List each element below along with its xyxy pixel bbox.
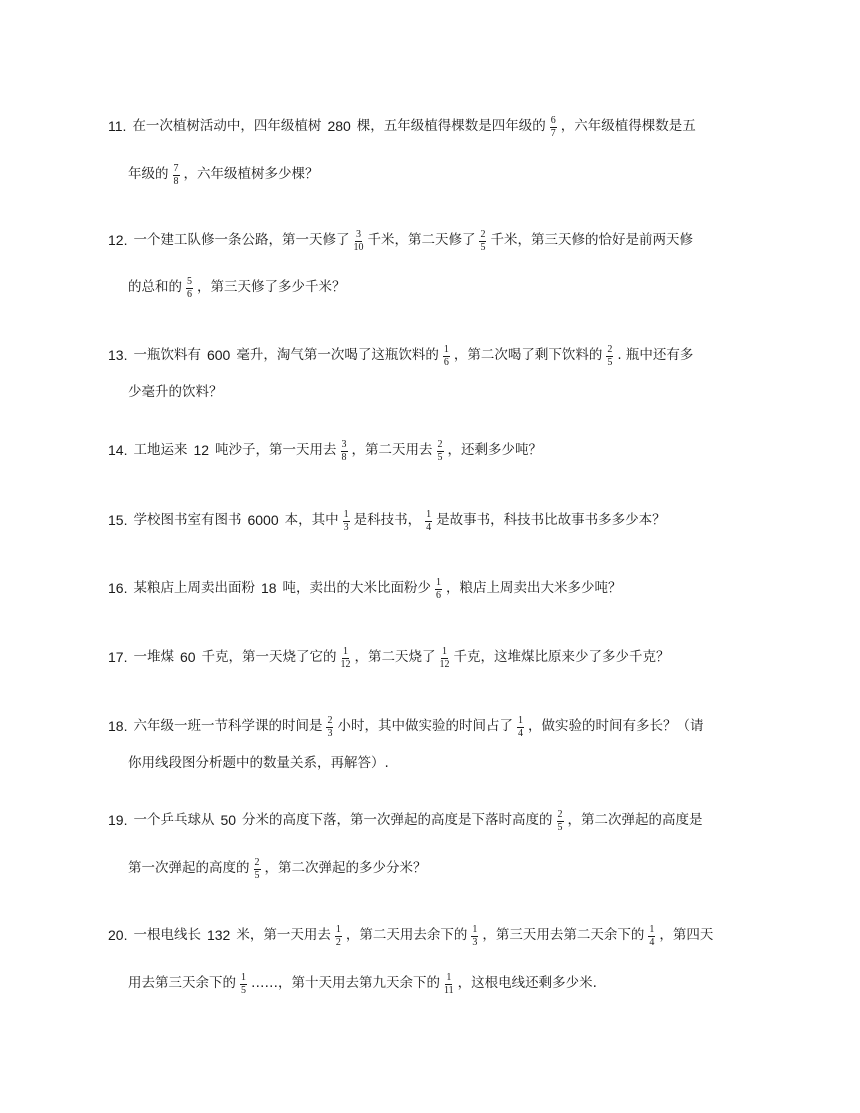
question-text: ，粮店上周卖出大米多少吨？	[446, 580, 622, 596]
question-text: 毫升，淘气第一次喝了这瓶饮料的	[236, 347, 439, 363]
fraction-denominator: 3	[343, 521, 349, 533]
number-value: 600	[206, 347, 231, 363]
question-line	[108, 714, 704, 739]
question-text: 学校图书室有图书	[133, 512, 242, 528]
fraction-denominator: 12	[439, 658, 450, 670]
question-line	[108, 508, 666, 533]
number-value: 60	[179, 649, 196, 665]
fraction-numerator: 3	[341, 438, 347, 450]
fraction	[479, 230, 486, 253]
number-value: 132	[206, 927, 231, 943]
fraction-numerator: 1	[426, 508, 432, 520]
fraction-numerator: 3	[355, 228, 361, 240]
number-value: 280	[327, 118, 351, 134]
question-text: 用去第三天余下的	[128, 975, 236, 991]
fraction-denominator: 6	[436, 589, 442, 601]
number-value: 6000	[247, 512, 279, 528]
question-text: 是科技书，	[353, 512, 422, 528]
fraction-denominator: 4	[649, 936, 655, 948]
fraction	[440, 647, 450, 670]
fraction	[557, 810, 564, 833]
question-text: ，第二天用去	[351, 442, 433, 458]
question-number: 13.	[108, 347, 128, 363]
question-line	[128, 856, 427, 881]
fraction-denominator: 10	[353, 241, 364, 253]
question-number: 20.	[108, 927, 128, 943]
question-text: 吨沙子，第一天用去	[215, 442, 337, 458]
number-value: 12	[193, 442, 210, 458]
fraction	[343, 510, 350, 533]
fraction	[341, 440, 348, 463]
fraction-denominator: 6	[187, 288, 192, 300]
fraction-numerator: 1	[335, 923, 341, 935]
question-text: 千米，第二天修了	[367, 232, 476, 248]
question-number: 16.	[108, 580, 128, 596]
question-number: 12.	[108, 232, 128, 248]
fraction	[341, 647, 351, 670]
question-text: 小时，其中做实验的时间占了	[337, 718, 513, 734]
question-text: . 瓶中还有多	[617, 347, 694, 363]
fraction-denominator: 4	[426, 521, 432, 533]
question-text: ……，第十天用去第九天余下的	[251, 975, 440, 991]
question-text: 少毫升的饮料？	[128, 384, 223, 400]
question-text: 第一次弹起的高度的	[128, 860, 250, 876]
fraction-numerator: 2	[327, 714, 333, 726]
fraction-numerator: 2	[557, 808, 563, 820]
question-text: 一个乒乓球从	[133, 812, 215, 828]
question-text: 工地运来	[133, 442, 188, 458]
question-line	[128, 275, 346, 300]
fraction	[353, 230, 363, 253]
fraction-denominator: 5	[437, 451, 443, 463]
fraction-numerator: 7	[173, 162, 179, 174]
fraction-denominator: 6	[443, 356, 449, 368]
question-text: 在一次植树活动中，四年级植树	[132, 118, 322, 134]
question-number: 17.	[108, 649, 128, 665]
fraction-denominator: 5	[241, 984, 246, 996]
fraction-denominator: 11	[444, 984, 454, 996]
question-line	[108, 808, 703, 833]
question-text: ，第二次弹起的高度是	[567, 812, 703, 828]
fraction-denominator: 4	[517, 727, 523, 739]
question-text: 米，第一天用去	[236, 927, 331, 943]
question-text: 六年级一班一节科学课的时间是	[133, 718, 323, 734]
fraction-denominator: 3	[472, 936, 478, 948]
fraction	[444, 973, 454, 996]
question-text: ，第二天用去余下的	[345, 927, 468, 943]
fraction-numerator: 2	[254, 856, 260, 868]
question-text: ，这根电线还剩多少米.	[457, 975, 597, 991]
question-line	[128, 971, 597, 996]
question-line	[128, 382, 223, 402]
question-line	[108, 343, 694, 368]
fraction-numerator: 5	[187, 275, 192, 287]
question-text: ，第二天烧了	[354, 649, 436, 665]
question-text: 一根电线长	[133, 927, 201, 943]
fraction-numerator: 1	[343, 508, 349, 520]
number-value: 50	[220, 812, 237, 828]
fraction-numerator: 1	[472, 923, 478, 935]
question-text: 本，其中	[284, 512, 339, 528]
fraction-numerator: 1	[649, 923, 655, 935]
question-text: 分米的高度下落，第一次弹起的高度是下落时高度的	[242, 812, 553, 828]
fraction-denominator: 5	[557, 821, 563, 833]
question-line	[108, 576, 622, 601]
question-text: ，第四天	[659, 927, 714, 943]
fraction-numerator: 1	[442, 645, 448, 657]
question-line	[108, 923, 714, 948]
fraction-numerator: 1	[517, 714, 523, 726]
question-text: 千克，这堆煤比原来少了多少千克？	[453, 649, 670, 665]
fraction	[648, 925, 655, 948]
question-text: 年级的	[128, 166, 169, 182]
question-text: 吨，卖出的大米比面粉少	[282, 580, 432, 596]
fraction	[517, 716, 524, 739]
question-text: ，做实验的时间有多长？（请	[527, 718, 704, 734]
question-text: 千克，第一天烧了它的	[201, 649, 337, 665]
fraction	[437, 440, 444, 463]
fraction-denominator: 12	[340, 658, 351, 670]
fraction	[550, 116, 557, 139]
fraction	[335, 925, 342, 948]
question-text: ，六年级植树多少棵？	[183, 166, 319, 182]
fraction	[471, 925, 478, 948]
question-text: 一堆煤	[133, 649, 174, 665]
fraction-denominator: 8	[341, 451, 347, 463]
question-text: 一瓶饮料有	[133, 347, 201, 363]
question-text: ，第三天修了多少千米？	[197, 279, 346, 295]
fraction	[606, 345, 613, 368]
fraction	[173, 164, 180, 187]
fraction-numerator: 1	[436, 576, 442, 588]
number-value: 18	[260, 580, 277, 596]
question-text: 某粮店上周卖出面粉	[133, 580, 255, 596]
fraction-numerator: 1	[241, 971, 246, 983]
fraction	[254, 858, 261, 881]
fraction-numerator: 2	[480, 228, 486, 240]
question-line	[128, 162, 319, 187]
question-number: 11.	[108, 118, 127, 134]
question-text: 一个建工队修一条公路，第一天修了	[133, 232, 350, 248]
fraction	[240, 973, 247, 996]
fraction-numerator: 2	[437, 438, 443, 450]
question-number: 14.	[108, 442, 128, 458]
fraction-denominator: 8	[173, 175, 179, 187]
fraction-numerator: 1	[446, 971, 452, 983]
fraction-denominator: 5	[480, 241, 486, 253]
fraction-denominator: 2	[335, 936, 341, 948]
question-line	[108, 438, 543, 463]
fraction	[443, 345, 450, 368]
question-text: ，还剩多少吨？	[447, 442, 543, 458]
question-text: 你用线段图分析题中的数量关系，再解答）.	[128, 755, 389, 771]
question-line	[108, 114, 696, 139]
question-text: ，六年级植得棵数是五	[560, 118, 696, 134]
question-number: 15.	[108, 512, 128, 528]
fraction	[186, 277, 193, 300]
question-text: 的总和的	[128, 279, 182, 295]
question-line	[108, 645, 670, 670]
fraction-denominator: 5	[254, 869, 260, 881]
fraction	[425, 510, 432, 533]
question-number: 18.	[108, 718, 128, 734]
fraction-denominator: 3	[327, 727, 333, 739]
question-text: 千米，第三天修的恰好是前两天修	[490, 232, 693, 248]
fraction-denominator: 5	[607, 356, 613, 368]
fraction-numerator: 1	[443, 343, 449, 355]
fraction-numerator: 1	[343, 645, 349, 657]
question-number: 19.	[108, 812, 128, 828]
question-text: ，第三天用去第二天余下的	[482, 927, 645, 943]
fraction	[326, 716, 333, 739]
fraction-numerator: 6	[550, 114, 556, 126]
question-text: 是故事书，科技书比故事书多多少本？	[436, 512, 666, 528]
fraction-denominator: 7	[550, 127, 556, 139]
question-text: ，第二次喝了剩下饮料的	[453, 347, 603, 363]
question-text: ，第二次弹起的多少分米？	[264, 860, 427, 876]
question-text: 棵，五年级植得棵数是四年级的	[356, 118, 546, 134]
question-line	[108, 228, 693, 253]
question-line	[128, 753, 389, 773]
fraction-numerator: 2	[607, 343, 613, 355]
fraction	[435, 578, 442, 601]
